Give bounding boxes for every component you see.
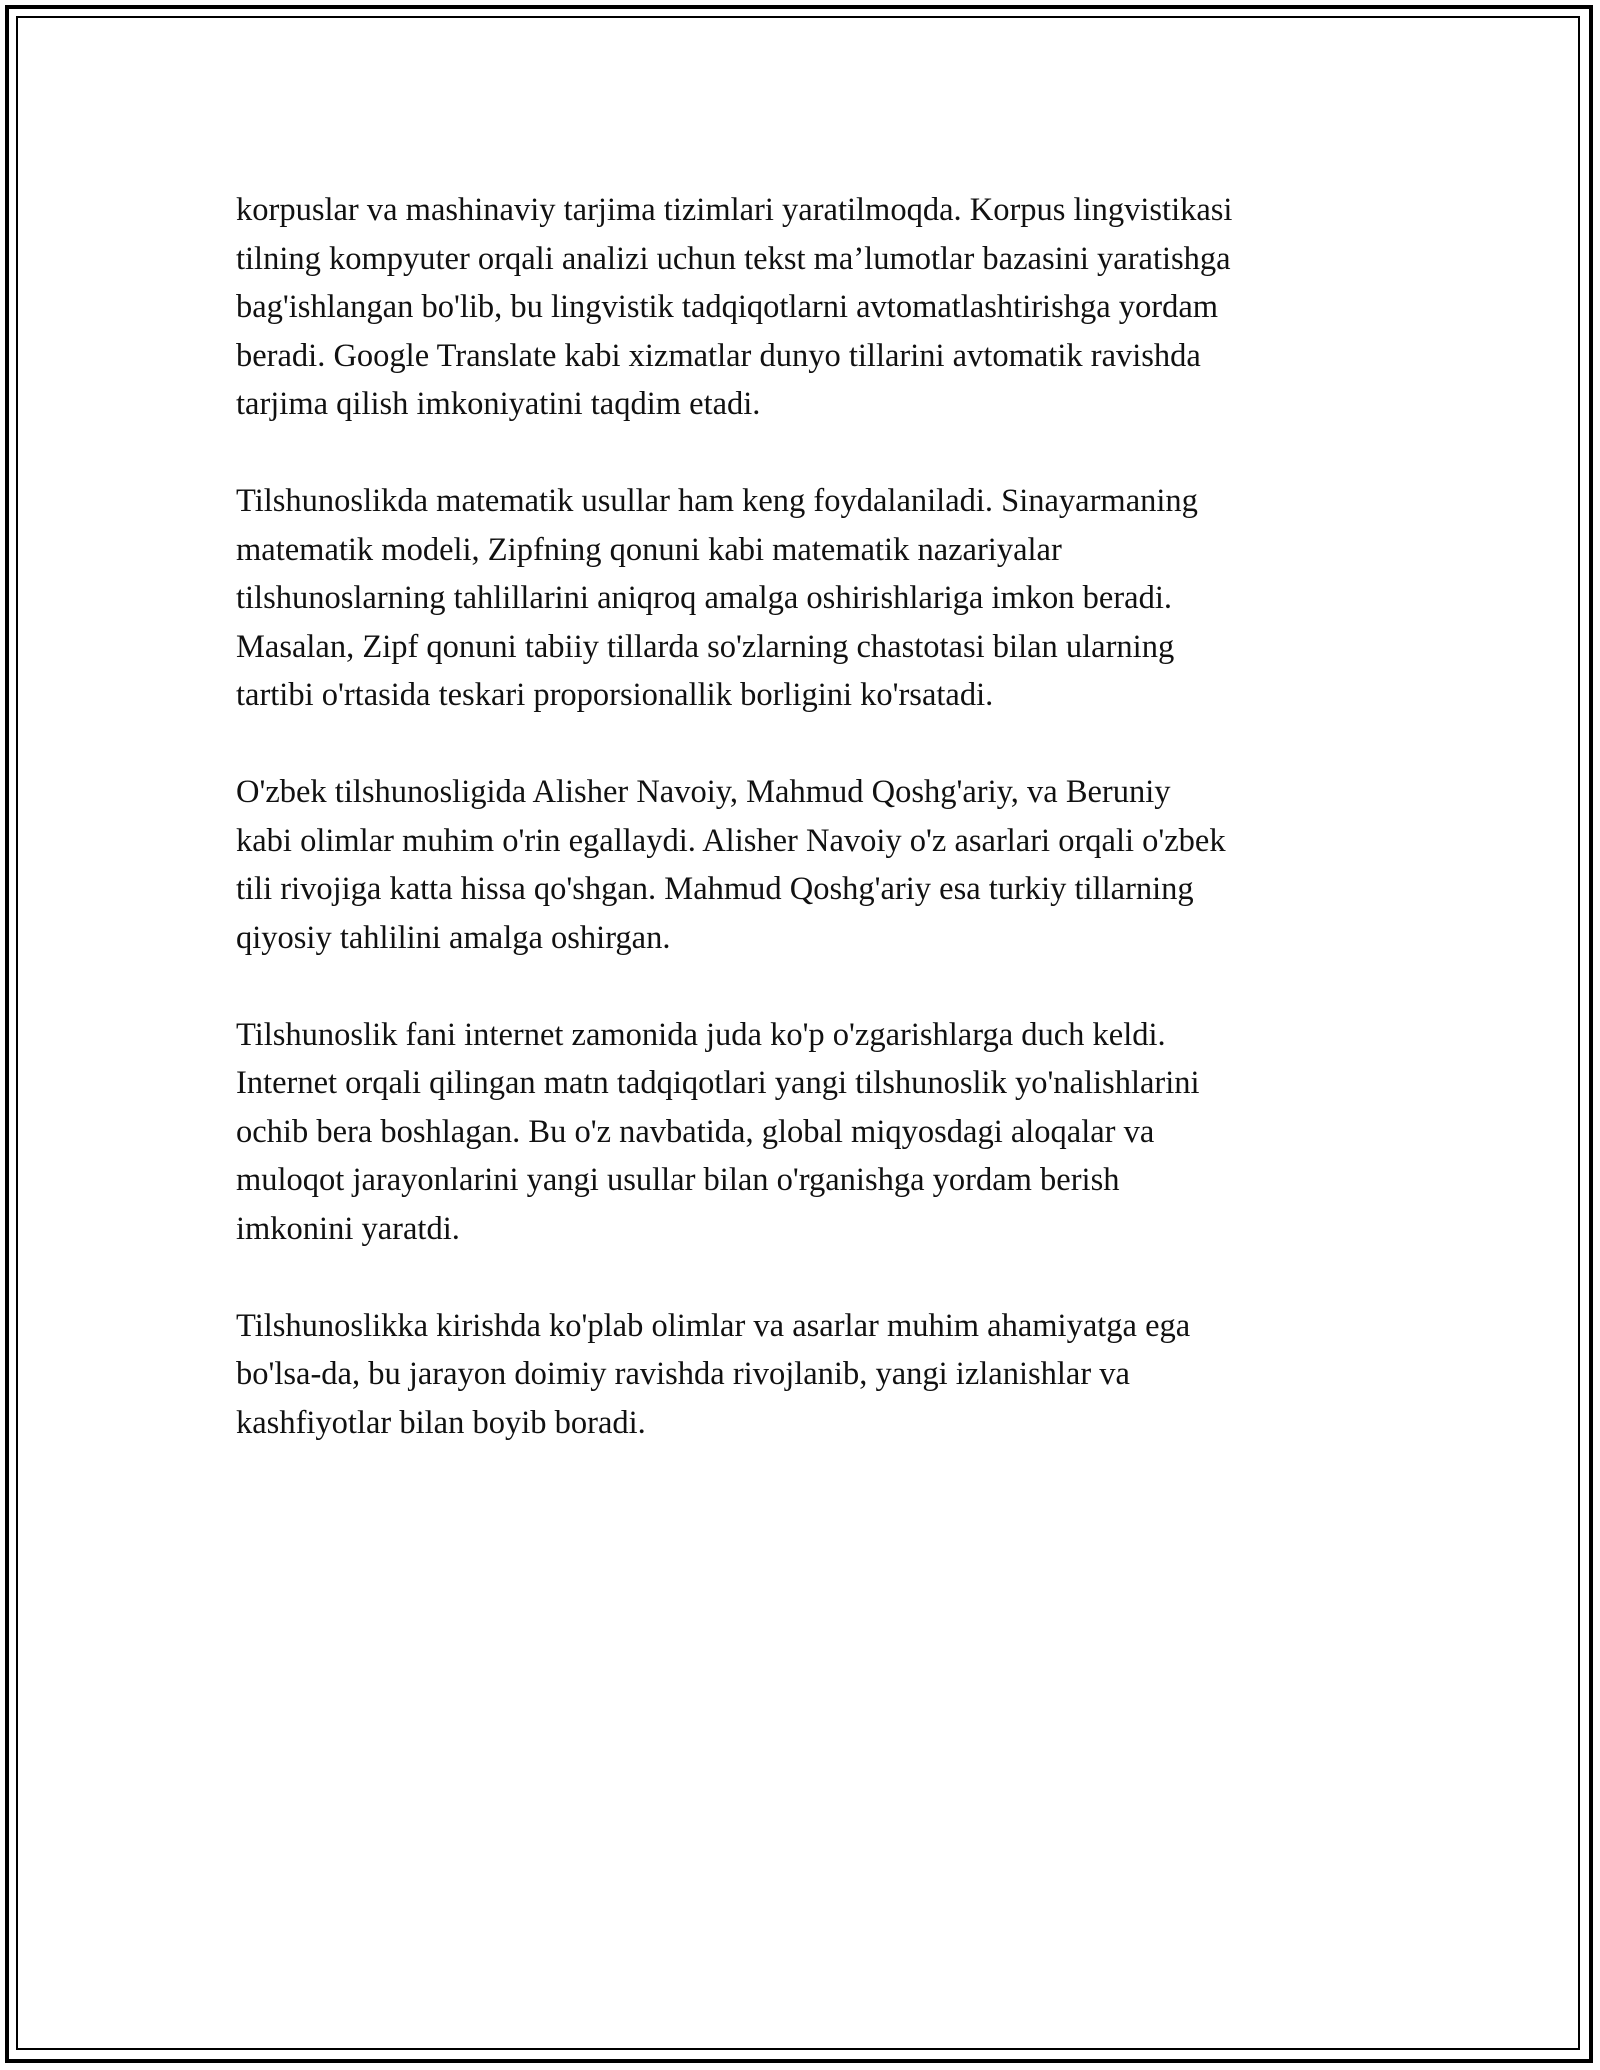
text-line: qiyosiy tahlilini amalga oshirgan.: [236, 919, 671, 956]
text-line: tili rivojiga katta hissa qo'shgan. Mahmud Qoshg'ariy esa turkiy tillarning: [236, 871, 1194, 907]
text-line: O'zbek tilshunosligida Alisher Navoiy, Mahmud Qoshg'ariy, va Beruniy: [236, 774, 1171, 810]
text-line: tarjima qilish imkoniyatini taqdim etadi.: [236, 386, 761, 422]
text-line: ochib bera boshlagan. Bu o'z navbatida, global miqyosdagi aloqalar va: [236, 1113, 1155, 1150]
document-body: [236, 186, 1368, 1496]
text-line: imkonini yaratdi.: [236, 1210, 460, 1247]
text-line: Masalan, Zipf qonuni tabiiy tillarda so'zlarning chastotasi bilan ularning: [236, 628, 1175, 665]
paragraph-mathematical-methods: [236, 477, 1368, 720]
text-line: Tilshunoslik fani internet zamonida juda ko'p o'zgarishlarga duch keldi.: [236, 1016, 1166, 1053]
text-line: Tilshunoslikka kirishda ko'plab olimlar va asarlar muhim ahamiyatga ega: [236, 1307, 1191, 1344]
text-line: korpuslar va mashinaviy tarjima tizimlari yaratilmoqda. Korpus lingvistikasi: [236, 192, 1233, 228]
text-line: tilshunoslarning tahlillarini aniqroq amalga oshirishlariga imkon beradi.: [236, 580, 1172, 616]
paragraph-uzbek-linguistics: [236, 768, 1368, 962]
text-line: kashfiyotlar bilan boyib boradi.: [236, 1404, 646, 1441]
paragraph-conclusion: [236, 1302, 1368, 1448]
text-line: tartibi o'rtasida teskari proporsionallik borligini ko'rsatadi.: [236, 677, 994, 713]
text-line: matematik modeli, Zipfning qonuni kabi matematik nazariyalar: [236, 531, 1062, 568]
paragraph-internet-era: [236, 1011, 1368, 1254]
text-line: muloqot jarayonlarini yangi usullar bilan o'rganishga yordam berish: [236, 1162, 1120, 1198]
text-line: beradi. Google Translate kabi xizmatlar dunyo tillarini avtomatik ravishda: [236, 337, 1201, 374]
text-line: Internet orqali qilingan matn tadqiqotlari yangi tilshunoslik yo'nalishlarini: [236, 1065, 1200, 1101]
text-line: bag'ishlangan bo'lib, bu lingvistik tadqiqotlarni avtomatlashtirishga yordam: [236, 289, 1219, 325]
paragraph-corpus-linguistics: [236, 186, 1368, 429]
text-line: tilning kompyuter orqali analizi uchun tekst ma’lumotlar bazasini yaratishga: [236, 240, 1231, 277]
text-line: bo'lsa-da, bu jarayon doimiy ravishda rivojlanib, yangi izlanishlar va: [236, 1356, 1130, 1392]
text-line: kabi olimlar muhim o'rin egallaydi. Alisher Navoiy o'z asarlari orqali o'zbek: [236, 822, 1226, 859]
text-line: Tilshunoslikda matematik usullar ham keng foydalaniladi. Sinayarmaning: [236, 483, 1198, 519]
